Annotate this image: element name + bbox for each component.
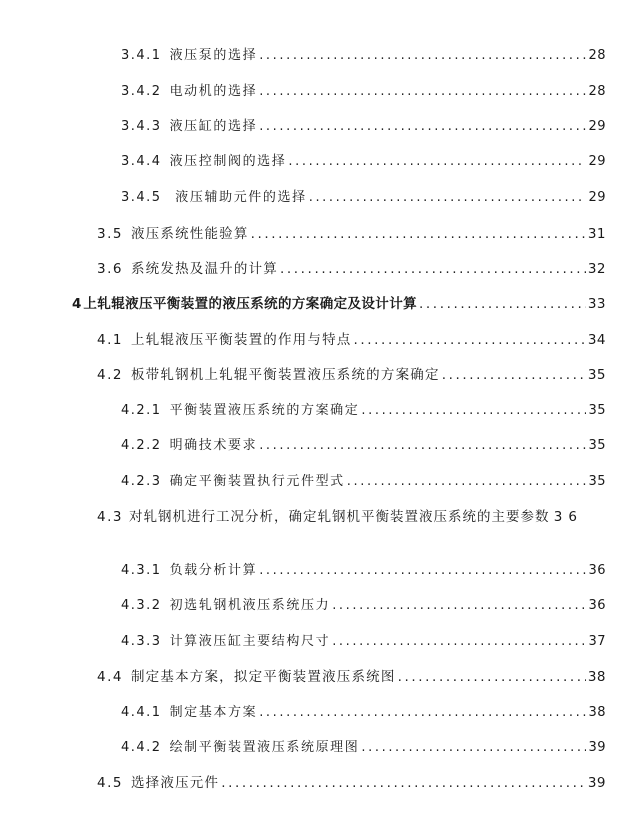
entry-title: 选择液压元件 (130, 775, 220, 791)
entry-number: 3.4.3 (121, 119, 162, 134)
entry-page-number: 33 (587, 296, 606, 312)
entry-page-number: 36 (588, 598, 606, 613)
entry-number: 4.2.1 (121, 403, 162, 418)
entry-page-number: 31 (587, 226, 606, 242)
entry-title: 明确技术要求 (169, 438, 258, 453)
entry-page-number: 32 (587, 261, 606, 277)
entry-number: 3.4.4 (121, 154, 162, 169)
dot-leader (221, 772, 586, 794)
toc-entry-3-4-1[interactable] (121, 45, 606, 67)
entry-title: 系统发热及温升的计算 (130, 261, 278, 277)
entry-page-number: 35 (588, 474, 606, 489)
entry-title: 液压系统性能验算 (130, 226, 249, 242)
entry-title: 液压缸的选择 (169, 119, 258, 134)
entry-title: 制定基本方案 (169, 705, 258, 720)
entry-page-number: 35 (588, 438, 606, 453)
entry-title: 确定平衡装置执行元件型式 (169, 474, 345, 489)
toc-entry-4-1[interactable] (97, 329, 606, 351)
entry-page-number: 38 (588, 705, 606, 720)
toc-entry-4-5[interactable] (97, 772, 606, 794)
entry-number: 3.6 (97, 261, 123, 277)
entry-page-number: 35 (587, 367, 606, 383)
entry-page-number: 29 (588, 119, 606, 134)
entry-title: 制定基本方案，拟定平衡装置液压系统图 (130, 669, 396, 685)
entry-title: 板带轧钢机上轧辊平衡装置液压系统的方案确定 (130, 367, 440, 383)
entry-page-number: 28 (588, 84, 606, 99)
dot-leader (259, 435, 586, 457)
dot-leader (361, 737, 586, 759)
entry-page-number: 38 (587, 669, 606, 685)
toc-entry-3-6[interactable] (97, 258, 606, 280)
entry-number: 4.5 (97, 775, 123, 791)
entry-number: 4.4.1 (121, 705, 162, 720)
dot-leader (309, 187, 587, 209)
entry-title: 平衡装置液压系统的方案确定 (169, 403, 360, 418)
entry-title: 绘制平衡装置液压系统原理图 (169, 740, 360, 755)
entry-title: 计算液压缸主要结构尺寸 (169, 634, 331, 649)
entry-number: 3.4.2 (121, 84, 162, 99)
toc-entry-4-3-3[interactable] (121, 631, 606, 653)
dot-leader (251, 223, 586, 245)
dot-leader (259, 702, 586, 724)
toc-entry-4-3[interactable] (97, 505, 607, 530)
entry-number: 4.3.2 (121, 598, 162, 613)
toc-entry-4-3-1[interactable] (121, 560, 606, 582)
dot-leader (442, 364, 586, 386)
entry-number: 3.4.1 (121, 48, 162, 63)
entry-number: 4.2.3 (121, 474, 162, 489)
entry-number: 4.3.3 (121, 634, 162, 649)
dot-leader (361, 400, 586, 422)
dot-leader (259, 560, 586, 582)
entry-title: 负载分析计算 (169, 563, 258, 578)
entry-page-number: 36 (588, 563, 606, 578)
dot-leader (398, 666, 586, 688)
entry-number: 3.5 (97, 226, 123, 242)
dot-leader (259, 116, 586, 138)
entry-title: 液压控制阀的选择 (169, 154, 287, 169)
entry-title: 初选轧钢机液压系统压力 (169, 598, 331, 613)
entry-number: 4 (72, 296, 82, 312)
entry-title: 液压泵的选择 (169, 48, 258, 63)
dot-leader (259, 81, 586, 103)
entry-page-number: 29 (588, 154, 606, 169)
toc-entry-3-4-5[interactable] (121, 187, 606, 209)
toc-entry-3-4-3[interactable] (121, 116, 606, 138)
dot-leader (353, 329, 585, 351)
dot-leader (280, 258, 586, 280)
toc-entry-4-2-1[interactable] (121, 400, 606, 422)
entry-title: 上轧辊液压平衡装置的液压系统的方案确定及设计计算 (83, 296, 418, 312)
entry-title: 上轧辊液压平衡装置的作用与特点 (130, 332, 352, 348)
dot-leader (332, 631, 586, 653)
entry-title: 电动机的选择 (169, 84, 258, 99)
toc-entry-4-4-1[interactable] (121, 702, 606, 724)
entry-number: 4.3.1 (121, 563, 162, 578)
toc-entry-4-4-2[interactable] (121, 737, 606, 759)
toc-entry-3-5[interactable] (97, 223, 606, 245)
entry-number: 4.1 (97, 332, 123, 348)
entry-number: 4.4.2 (121, 740, 162, 755)
entry-number: 4.2.2 (121, 438, 162, 453)
toc-entry-chapter-4[interactable] (72, 293, 606, 315)
toc-entry-4-2[interactable] (97, 364, 606, 386)
entry-page-number: 36 (553, 509, 583, 525)
entry-page-number: 28 (588, 48, 606, 63)
entry-page-number: 37 (588, 634, 606, 649)
dot-leader (332, 595, 586, 617)
toc-entry-3-4-2[interactable] (121, 81, 606, 103)
dot-leader (259, 45, 586, 67)
entry-title: 对轧钢机进行工况分析，确定轧钢机平衡装置液压系统的主要参数 (128, 509, 550, 525)
entry-number: 4.4 (97, 669, 123, 685)
entry-title: 液压辅助元件的选择 (169, 190, 307, 205)
toc-entry-4-2-2[interactable] (121, 435, 606, 457)
entry-page-number: 29 (588, 190, 606, 205)
entry-number: 4.2 (97, 367, 123, 383)
dot-leader (419, 293, 586, 315)
toc-entry-4-2-3[interactable] (121, 471, 606, 493)
entry-page-number: 39 (587, 775, 606, 791)
entry-number: 3.4.5 (121, 190, 162, 205)
dot-leader (347, 471, 587, 493)
dot-leader (288, 151, 586, 173)
toc-entry-4-3-2[interactable] (121, 595, 606, 617)
entry-page-number: 34 (587, 332, 606, 348)
entry-page-number: 35 (588, 403, 606, 418)
entry-number: 4.3 (97, 509, 123, 525)
entry-page-number: 39 (588, 740, 606, 755)
toc-entry-4-4[interactable] (97, 666, 606, 688)
toc-entry-3-4-4[interactable] (121, 151, 606, 173)
